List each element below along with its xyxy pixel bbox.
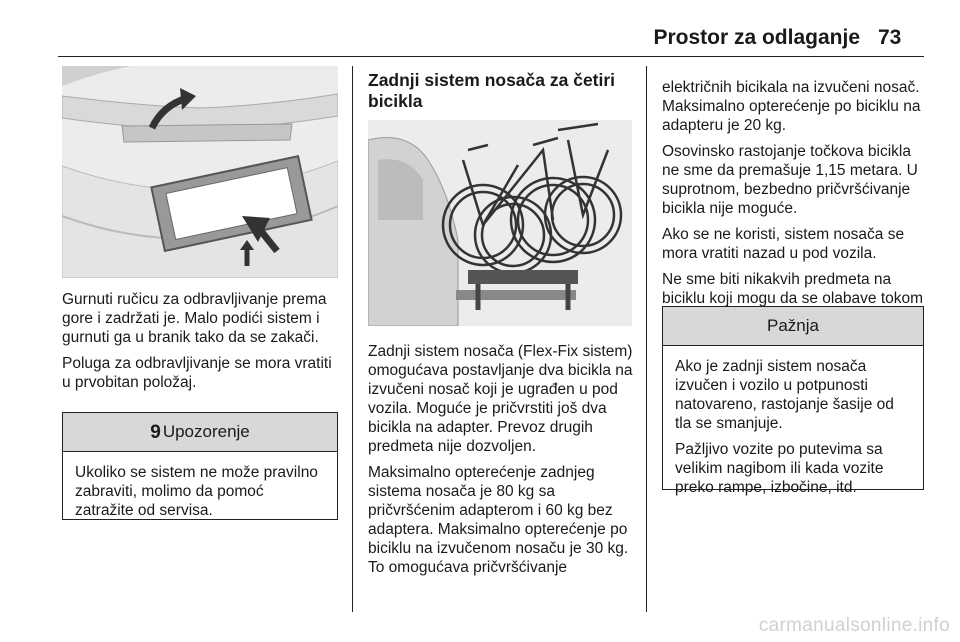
- paragraph: Zadnji sistem nosača (Flex-Fix sistem) omogućava postavljanje dva bicikla na izvučeni nosač koji je ugrađen u pod vozila. Moguće je pričvrstiti još dva bicikla na adapter. Prevoz drugih predmeta nije dozvoljen.: [368, 343, 633, 455]
- page-header: [0, 0, 960, 58]
- figure-caption: Gurnuti ručicu za odbravljivanje prema gore i zadržati je. Malo podići sistem i gurnuti ga u branik tako da se zakači.: [62, 291, 327, 346]
- notice-body: [663, 346, 923, 512]
- warning-header: [63, 413, 337, 452]
- warning-title: Upozorenje: [162, 422, 250, 441]
- paragraph: Osovinsko rastojanje točkova bicikla ne sme da premašuje 1,15 metara. U suprotnom, bezbedno pričvršćivanje bicikla nije moguće.: [662, 143, 918, 217]
- notice-text: Ako je zadnji sistem nosača izvučen i vozilo u potpunosti natovareno, rastojanje šasije od tla se smanjuje.: [675, 358, 894, 432]
- warning-body: [63, 452, 337, 535]
- bumper-illustration: [62, 66, 338, 278]
- section-title: Prostor za odlaganje: [653, 26, 860, 49]
- page-number: 73: [878, 26, 902, 49]
- column-divider-1: [352, 66, 353, 612]
- watermark: carmanualsonline.info: [758, 615, 950, 636]
- notice-text: Pažljivo vozite po putevima sa velikim nagibom ili kada vozite preko rampe, izbočine, itd.: [675, 441, 884, 496]
- warning-text: Ukoliko se sistem ne može pravilno zabraviti, molimo da pomoć zatražite od servisa.: [75, 464, 318, 519]
- paragraph: Ako se ne koristi, sistem nosača se mora vratiti nazad u pod vozila.: [662, 226, 905, 262]
- paragraph: Maksimalno opterećenje zadnjeg sistema nosača je 80 kg sa pričvršćenim adapterom i 60 kg bez adaptera. Maksimalno opterećenje po biciklu na izvučenom nosaču je 30 kg. To omogućava pričvršćivanje: [368, 464, 629, 576]
- section-heading: Zadnji sistem nosača za četiri bicikla: [368, 70, 616, 111]
- warning-icon: 9: [150, 422, 161, 443]
- column-3-text: [662, 78, 930, 334]
- column-1-text: [62, 290, 344, 399]
- bike-carrier-illustration: [368, 120, 632, 326]
- header-divider: [58, 56, 924, 57]
- notice-header: Pažnja: [663, 307, 923, 346]
- paragraph: električnih bicikala na izvučeni nosač. Maksimalno opterećenje po biciklu na adapteru je 20 kg.: [662, 79, 921, 134]
- notice-box: [662, 306, 924, 496]
- paragraph: Ne sme biti nikakvih predmeta na biciklu koji mogu da se olabave tokom: [662, 271, 924, 307]
- column-divider-2: [646, 66, 647, 612]
- paragraph: Poluga za odbravljivanje se mora vratiti u prvobitan položaj.: [62, 355, 332, 391]
- warning-box: [62, 412, 338, 520]
- column-2-text: [368, 342, 638, 584]
